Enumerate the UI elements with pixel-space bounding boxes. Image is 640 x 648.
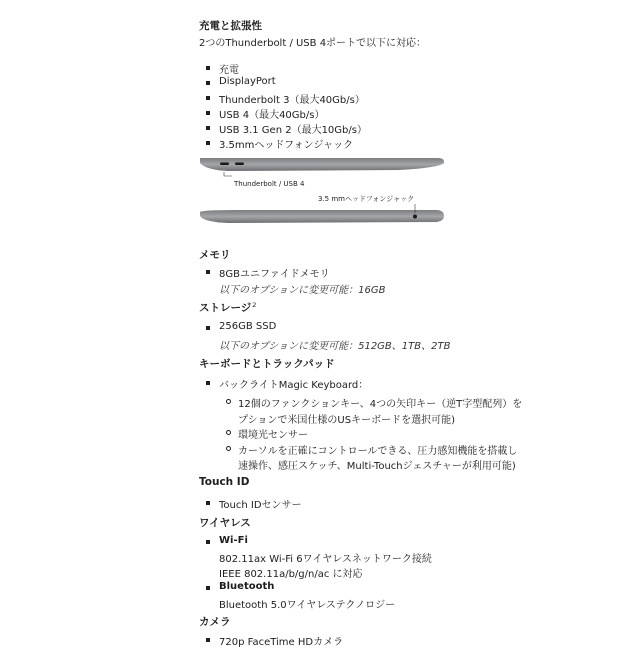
macbook-left-side-illustration xyxy=(198,154,448,194)
keyboard-sub2: 環境光センサー xyxy=(238,430,308,441)
storage-item: 256GB SSD xyxy=(219,321,277,332)
figure-caption-headphone: 3.5 mmヘッドフォンジャック xyxy=(318,195,415,203)
sub-bullet-icon xyxy=(226,446,231,451)
wireless-heading: ワイヤレス xyxy=(199,517,251,529)
bullet-icon xyxy=(206,126,210,130)
keyboard-sub3-line1: カーソルを正確にコントロールできる、圧力感知機能を搭載し xyxy=(238,446,518,457)
list-item: DisplayPort xyxy=(219,76,276,87)
memory-heading: メモリ xyxy=(199,249,231,261)
bullet-icon xyxy=(206,96,210,100)
bluetooth-line1: Bluetooth 5.0ワイヤレステクノロジー xyxy=(219,600,396,611)
port-icon xyxy=(220,163,229,166)
figure-caption-ports: Thunderbolt / USB 4 xyxy=(234,180,305,188)
keyboard-sub1-line1: 12個のファンクションキー、4つの矢印キー（逆T字型配列）を xyxy=(238,399,523,410)
wifi-title: Wi-Fi xyxy=(219,535,248,546)
memory-item: 8GBユニファイドメモリ xyxy=(219,269,330,280)
touchid-heading: Touch ID xyxy=(199,476,250,488)
bullet-icon xyxy=(206,540,210,544)
charging-intro: 2つのThunderbolt / USB 4ポートで以下に対応： xyxy=(199,38,427,49)
bullet-icon xyxy=(206,501,210,505)
bullet-icon xyxy=(206,111,210,115)
keyboard-sub1-line2: プションで米国仕様のUSキーボードを選択可能) xyxy=(238,415,455,426)
camera-heading: カメラ xyxy=(199,616,231,628)
charging-heading: 充電と拡張性 xyxy=(199,20,262,32)
wifi-line1: 802.11ax Wi-Fi 6ワイヤレスネットワーク接続 xyxy=(219,554,432,565)
port-icon xyxy=(235,163,244,166)
bullet-icon xyxy=(206,81,210,85)
list-item: 充電 xyxy=(219,65,239,76)
wifi-line2: IEEE 802.11a/b/g/n/ac に対応 xyxy=(219,569,363,580)
list-item: Thunderbolt 3（最大40Gb/s） xyxy=(219,95,365,106)
sub-bullet-icon xyxy=(226,399,231,404)
camera-item: 720p FaceTime HDカメラ xyxy=(219,637,344,648)
keyboard-sub3-line2: 速操作、感圧スケッチ、Multi-Touchジェスチャーが利用可能) xyxy=(238,461,516,472)
bullet-icon xyxy=(206,381,210,385)
keyboard-item: バックライトMagic Keyboard： xyxy=(219,380,369,391)
bullet-icon xyxy=(206,66,210,70)
bullet-icon xyxy=(206,326,210,330)
memory-option: 以下のオプションに変更可能：16GB xyxy=(219,285,386,296)
bullet-icon xyxy=(206,638,210,642)
bullet-icon xyxy=(206,270,210,274)
sub-bullet-icon xyxy=(226,430,231,435)
bullet-icon xyxy=(206,141,210,145)
headphone-jack-icon xyxy=(413,215,417,219)
keyboard-heading: キーボードとトラックパッド xyxy=(199,358,335,370)
storage-heading: ストレージ$^2$ xyxy=(199,300,257,314)
storage-option: 以下のオプションに変更可能：512GB、1TB、2TB xyxy=(219,341,451,352)
footnote-marker: 2 xyxy=(252,300,257,309)
list-item: USB 4（最大40Gb/s） xyxy=(219,110,325,121)
bluetooth-title: Bluetooth xyxy=(219,581,275,592)
list-item: 3.5mmヘッドフォンジャック xyxy=(219,140,354,151)
touchid-item: Touch IDセンサー xyxy=(219,500,302,511)
bullet-icon xyxy=(206,586,210,590)
macbook-right-side-illustration xyxy=(198,204,448,228)
list-item: USB 3.1 Gen 2（最大10Gb/s） xyxy=(219,125,367,136)
